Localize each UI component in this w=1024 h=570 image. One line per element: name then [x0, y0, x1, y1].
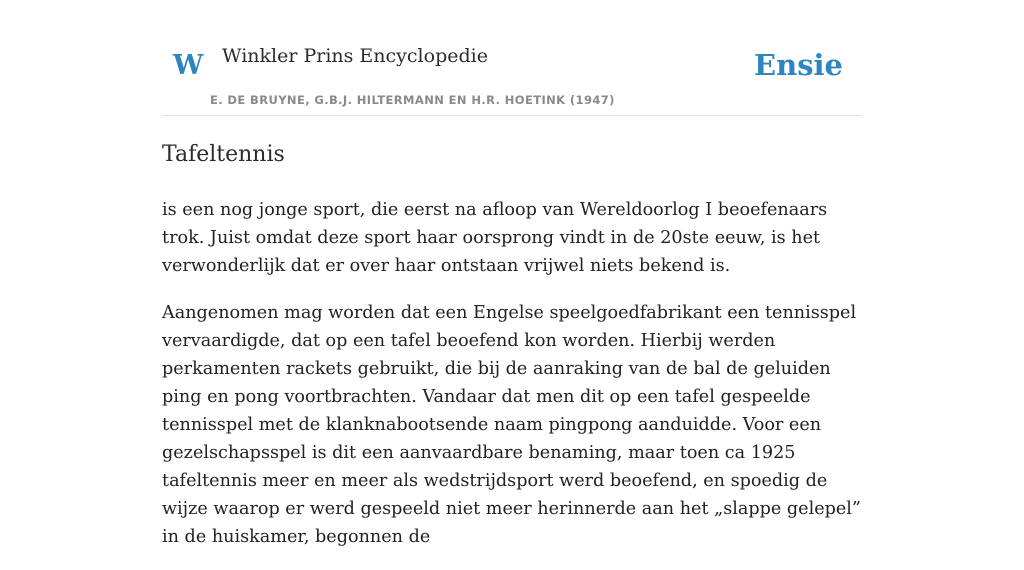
article-title: Tafeltennis — [162, 142, 285, 167]
book-title-link[interactable]: Winkler Prins Encyclopedie — [222, 45, 488, 67]
book-authors: E. DE BRUYNE, G.B.J. HILTERMANN EN H.R. HOETINK (1947) — [210, 93, 615, 107]
article-paragraph: is een nog jonge sport, die eerst na afloop van Wereldoorlog I beoefenaars trok. Juist omdat deze sport haar oorsprong vindt in de 20ste eeuw, is het verwonderlijk dat er over haar ontstaan vrijwel niets bekend is. — [162, 200, 828, 276]
winkler-prins-logo[interactable]: W — [173, 50, 204, 81]
site-header — [162, 40, 862, 116]
article-paragraph: Aangenomen mag worden dat een Engelse speelgoedfabrikant een tennisspel vervaardigde, dat op een tafel beoefend kon worden. Hierbij werden perkamenten rackets gebruikt, die bij de aanraking van de bal de geluiden ping en pong voortbrachten. Vandaar dat men dit op een tafel gespeelde tennisspel met de klanknabootsende naam pingpong aanduidde. Voor een gezelschapsspel is dit een aanvaardbare benaming, maar toen ca 1925 tafeltennis meer en meer als wedstrijdsport werd beoefend, en spoedig de wijze waarop er werd gespeeld niet meer herinnerde aan het „slappe gelepel” in de huiskamer, begonnen de — [162, 303, 861, 547]
ensie-logo[interactable]: Ensie — [754, 48, 843, 82]
article — [162, 138, 862, 570]
